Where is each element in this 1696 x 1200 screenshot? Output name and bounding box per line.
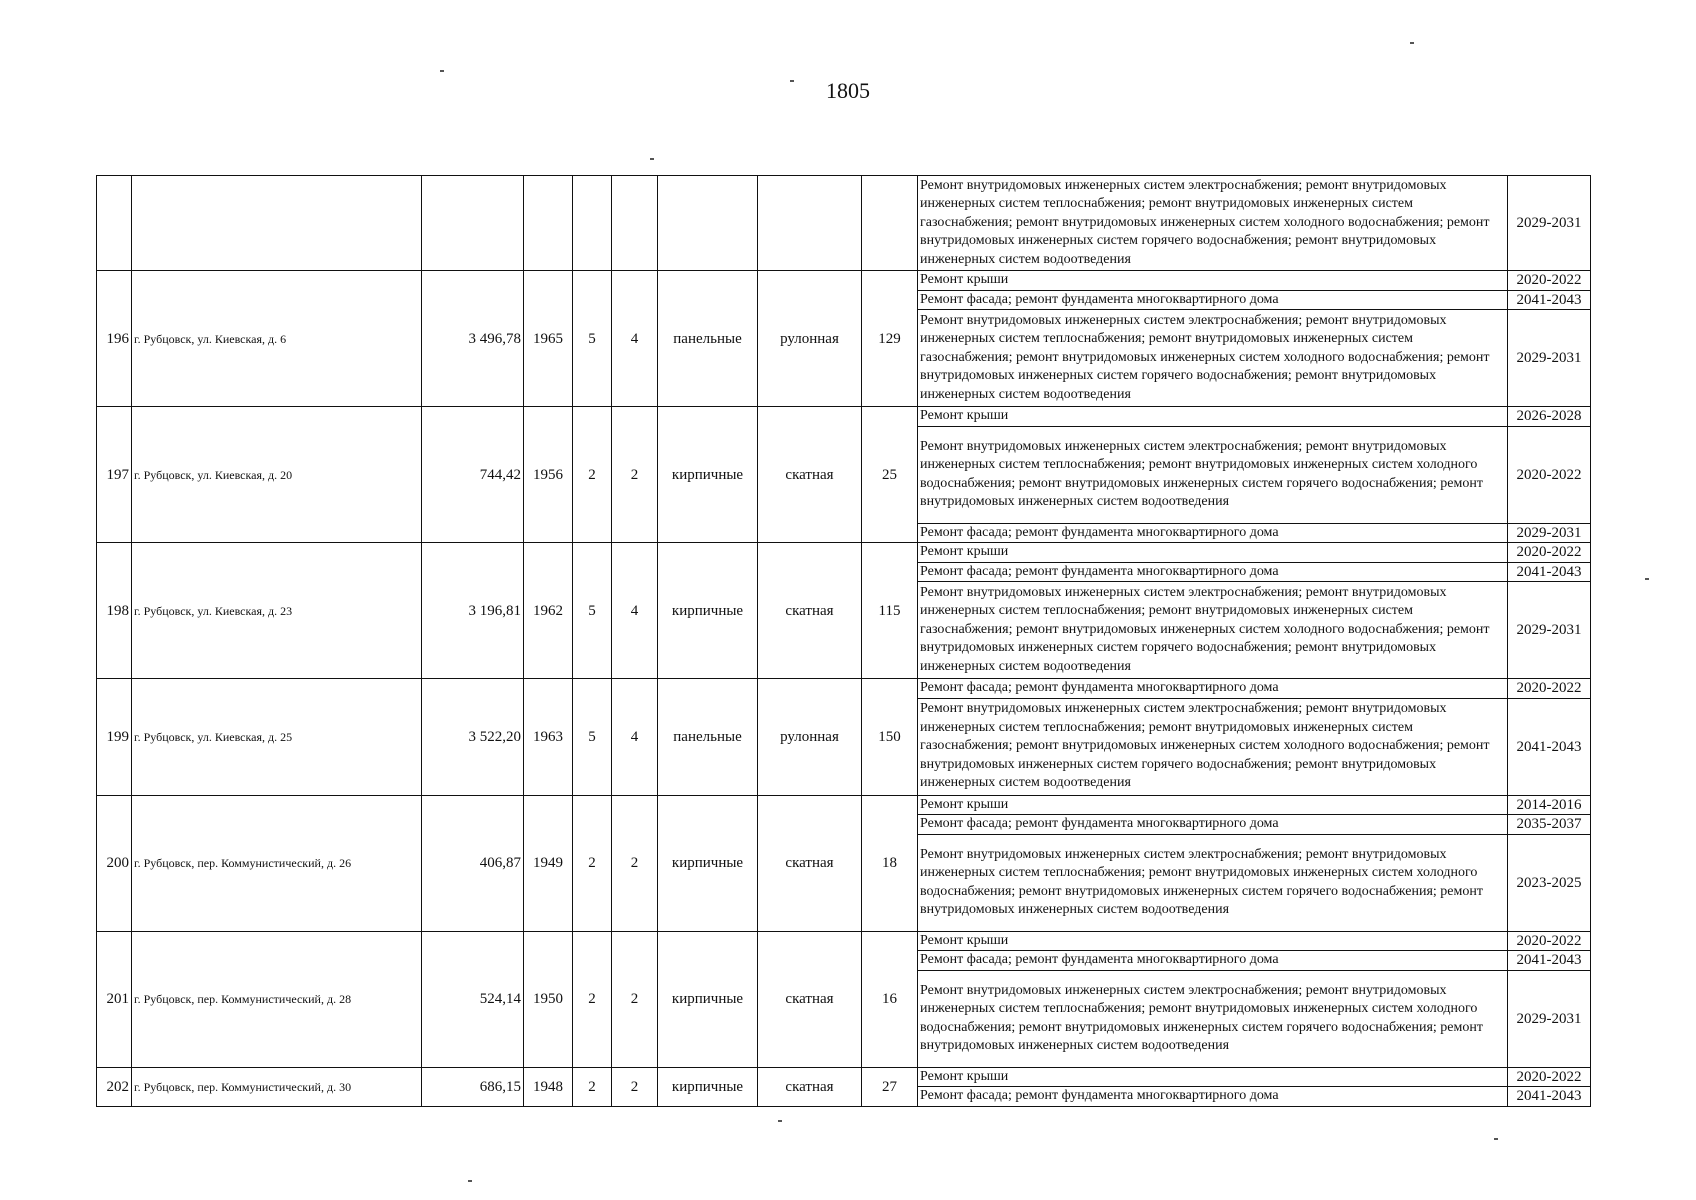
total-area-cell: 3 496,78 xyxy=(422,271,524,407)
total-area-cell: 686,15 xyxy=(422,1067,524,1106)
build-year-cell xyxy=(524,176,573,271)
entrances-count-cell: 2 xyxy=(612,1067,658,1106)
work-description-cell: Ремонт крыши xyxy=(918,1067,1508,1087)
total-area-cell: 3 522,20 xyxy=(422,679,524,796)
floors-count-cell: 2 xyxy=(573,407,612,543)
work-description-cell: Ремонт фасада; ремонт фундамента многоквартирного дома xyxy=(918,290,1508,310)
work-description-cell: Ремонт фасада; ремонт фундамента многоквартирного дома xyxy=(918,951,1508,971)
address-cell xyxy=(132,176,422,271)
table-body xyxy=(97,176,1591,1107)
roof-type-cell: рулонная xyxy=(758,679,862,796)
work-description-cell: Ремонт внутридомовых инженерных систем электроснабжения; ремонт внутридомовых инженерных систем теплоснабжения; ремонт внутридомовых инженерных систем газоснабжения; ремонт внутридомовых инженерных систем холодного водоснабжения; ремонт внутридомовых инженерных систем горячего водоснабжения; ремонт внутридомовых инженерных систем водоотведения xyxy=(918,310,1508,407)
total-area-cell: 3 196,81 xyxy=(422,543,524,679)
entrances-count-cell: 2 xyxy=(612,795,658,931)
work-period-cell: 2029-2031 xyxy=(1508,970,1591,1067)
residents-count-cell: 18 xyxy=(862,795,918,931)
work-period-cell: 2026-2028 xyxy=(1508,407,1591,427)
address-cell: г. Рубцовск, ул. Киевская, д. 6 xyxy=(132,271,422,407)
residents-count-cell: 27 xyxy=(862,1067,918,1106)
scan-speck xyxy=(468,1180,472,1182)
wall-material-cell: панельные xyxy=(658,679,758,796)
row-number-cell: 198 xyxy=(97,543,132,679)
build-year-cell: 1950 xyxy=(524,931,573,1067)
address-cell: г. Рубцовск, пер. Коммунистический, д. 28 xyxy=(132,931,422,1067)
build-year-cell: 1962 xyxy=(524,543,573,679)
address-cell: г. Рубцовск, пер. Коммунистический, д. 30 xyxy=(132,1067,422,1106)
work-description-cell: Ремонт внутридомовых инженерных систем электроснабжения; ремонт внутридомовых инженерных систем теплоснабжения; ремонт внутридомовых инженерных систем газоснабжения; ремонт внутридомовых инженерных систем холодного водоснабжения; ремонт внутридомовых инженерных систем горячего водоснабжения; ремонт внутридомовых инженерных систем водоотведения xyxy=(918,176,1508,271)
table-row xyxy=(97,407,1591,427)
total-area-cell xyxy=(422,176,524,271)
wall-material-cell: панельные xyxy=(658,271,758,407)
scan-speck xyxy=(1645,578,1649,580)
address-cell: г. Рубцовск, пер. Коммунистический, д. 26 xyxy=(132,795,422,931)
work-description-cell: Ремонт крыши xyxy=(918,795,1508,815)
work-description-cell: Ремонт фасада; ремонт фундамента многоквартирного дома xyxy=(918,815,1508,835)
work-period-cell: 2020-2022 xyxy=(1508,931,1591,951)
work-description-cell: Ремонт фасада; ремонт фундамента многоквартирного дома xyxy=(918,1087,1508,1107)
work-description-cell: Ремонт фасада; ремонт фундамента многоквартирного дома xyxy=(918,523,1508,543)
roof-type-cell: скатная xyxy=(758,543,862,679)
entrances-count-cell: 2 xyxy=(612,407,658,543)
entrances-count-cell xyxy=(612,176,658,271)
work-description-cell: Ремонт крыши xyxy=(918,543,1508,563)
entrances-count-cell: 2 xyxy=(612,931,658,1067)
row-number-cell: 197 xyxy=(97,407,132,543)
floors-count-cell: 5 xyxy=(573,679,612,796)
scan-speck xyxy=(790,80,794,82)
table-row xyxy=(97,679,1591,699)
wall-material-cell: кирпичные xyxy=(658,407,758,543)
work-description-cell: Ремонт фасада; ремонт фундамента многоквартирного дома xyxy=(918,562,1508,582)
floors-count-cell: 5 xyxy=(573,543,612,679)
total-area-cell: 406,87 xyxy=(422,795,524,931)
build-year-cell: 1948 xyxy=(524,1067,573,1106)
work-period-cell: 2020-2022 xyxy=(1508,543,1591,563)
residents-count-cell: 150 xyxy=(862,679,918,796)
work-period-cell: 2020-2022 xyxy=(1508,426,1591,523)
work-period-cell: 2029-2031 xyxy=(1508,582,1591,679)
wall-material-cell: кирпичные xyxy=(658,795,758,931)
row-number-cell: 201 xyxy=(97,931,132,1067)
roof-type-cell: скатная xyxy=(758,1067,862,1106)
build-year-cell: 1963 xyxy=(524,679,573,796)
floors-count-cell: 2 xyxy=(573,795,612,931)
work-description-cell: Ремонт крыши xyxy=(918,271,1508,291)
wall-material-cell: кирпичные xyxy=(658,543,758,679)
address-cell: г. Рубцовск, ул. Киевская, д. 25 xyxy=(132,679,422,796)
residents-count-cell: 129 xyxy=(862,271,918,407)
work-description-cell: Ремонт внутридомовых инженерных систем электроснабжения; ремонт внутридомовых инженерных систем теплоснабжения; ремонт внутридомовых инженерных систем газоснабжения; ремонт внутридомовых инженерных систем холодного водоснабжения; ремонт внутридомовых инженерных систем горячего водоснабжения; ремонт внутридомовых инженерных систем водоотведения xyxy=(918,698,1508,795)
work-period-cell: 2041-2043 xyxy=(1508,1087,1591,1107)
total-area-cell: 524,14 xyxy=(422,931,524,1067)
build-year-cell: 1965 xyxy=(524,271,573,407)
work-description-cell: Ремонт внутридомовых инженерных систем электроснабжения; ремонт внутридомовых инженерных систем теплоснабжения; ремонт внутридомовых инженерных систем холодного водоснабжения; ремонт внутридомовых инженерных систем горячего водоснабжения; ремонт внутридомовых инженерных систем водоотведения xyxy=(918,970,1508,1067)
work-description-cell: Ремонт крыши xyxy=(918,407,1508,427)
work-period-cell: 2041-2043 xyxy=(1508,562,1591,582)
roof-type-cell xyxy=(758,176,862,271)
scan-speck xyxy=(778,1120,782,1122)
work-period-cell: 2029-2031 xyxy=(1508,310,1591,407)
row-number-cell: 199 xyxy=(97,679,132,796)
row-number-cell: 196 xyxy=(97,271,132,407)
entrances-count-cell: 4 xyxy=(612,271,658,407)
residents-count-cell: 16 xyxy=(862,931,918,1067)
work-description-cell: Ремонт крыши xyxy=(918,931,1508,951)
roof-type-cell: скатная xyxy=(758,407,862,543)
scan-speck xyxy=(1494,1138,1498,1140)
page-number: 1805 xyxy=(826,78,870,103)
wall-material-cell xyxy=(658,176,758,271)
work-description-cell: Ремонт внутридомовых инженерных систем электроснабжения; ремонт внутридомовых инженерных систем теплоснабжения; ремонт внутридомовых инженерных систем газоснабжения; ремонт внутридомовых инженерных систем холодного водоснабжения; ремонт внутридомовых инженерных систем горячего водоснабжения; ремонт внутридомовых инженерных систем водоотведения xyxy=(918,582,1508,679)
table-row xyxy=(97,931,1591,951)
table-row xyxy=(97,271,1591,291)
total-area-cell: 744,42 xyxy=(422,407,524,543)
build-year-cell: 1956 xyxy=(524,407,573,543)
work-period-cell: 2023-2025 xyxy=(1508,834,1591,931)
table-row xyxy=(97,1067,1591,1087)
build-year-cell: 1949 xyxy=(524,795,573,931)
work-period-cell: 2014-2016 xyxy=(1508,795,1591,815)
row-number-cell xyxy=(97,176,132,271)
entrances-count-cell: 4 xyxy=(612,543,658,679)
roof-type-cell: скатная xyxy=(758,795,862,931)
floors-count-cell: 2 xyxy=(573,931,612,1067)
work-description-cell: Ремонт внутридомовых инженерных систем электроснабжения; ремонт внутридомовых инженерных систем теплоснабжения; ремонт внутридомовых инженерных систем холодного водоснабжения; ремонт внутридомовых инженерных систем горячего водоснабжения; ремонт внутридомовых инженерных систем водоотведения xyxy=(918,426,1508,523)
work-period-cell: 2041-2043 xyxy=(1508,698,1591,795)
work-period-cell: 2029-2031 xyxy=(1508,523,1591,543)
wall-material-cell: кирпичные xyxy=(658,1067,758,1106)
scan-speck xyxy=(650,158,654,160)
residents-count-cell: 115 xyxy=(862,543,918,679)
table-row xyxy=(97,176,1591,271)
work-period-cell: 2035-2037 xyxy=(1508,815,1591,835)
address-cell: г. Рубцовск, ул. Киевская, д. 23 xyxy=(132,543,422,679)
scan-speck xyxy=(440,70,444,72)
residents-count-cell: 25 xyxy=(862,407,918,543)
wall-material-cell: кирпичные xyxy=(658,931,758,1067)
floors-count-cell: 5 xyxy=(573,271,612,407)
residents-count-cell xyxy=(862,176,918,271)
work-description-cell: Ремонт внутридомовых инженерных систем электроснабжения; ремонт внутридомовых инженерных систем теплоснабжения; ремонт внутридомовых инженерных систем холодного водоснабжения; ремонт внутридомовых инженерных систем горячего водоснабжения; ремонт внутридомовых инженерных систем водоотведения xyxy=(918,834,1508,931)
work-description-cell: Ремонт фасада; ремонт фундамента многоквартирного дома xyxy=(918,679,1508,699)
roof-type-cell: рулонная xyxy=(758,271,862,407)
floors-count-cell xyxy=(573,176,612,271)
entrances-count-cell: 4 xyxy=(612,679,658,796)
work-period-cell: 2041-2043 xyxy=(1508,290,1591,310)
scan-speck xyxy=(1410,42,1414,44)
table-row xyxy=(97,795,1591,815)
work-period-cell: 2020-2022 xyxy=(1508,271,1591,291)
row-number-cell: 202 xyxy=(97,1067,132,1106)
work-period-cell: 2020-2022 xyxy=(1508,679,1591,699)
floors-count-cell: 2 xyxy=(573,1067,612,1106)
work-period-cell: 2020-2022 xyxy=(1508,1067,1591,1087)
work-period-cell: 2029-2031 xyxy=(1508,176,1591,271)
housing-repair-table xyxy=(96,175,1591,1107)
row-number-cell: 200 xyxy=(97,795,132,931)
table-row xyxy=(97,543,1591,563)
work-period-cell: 2041-2043 xyxy=(1508,951,1591,971)
roof-type-cell: скатная xyxy=(758,931,862,1067)
address-cell: г. Рубцовск, ул. Киевская, д. 20 xyxy=(132,407,422,543)
